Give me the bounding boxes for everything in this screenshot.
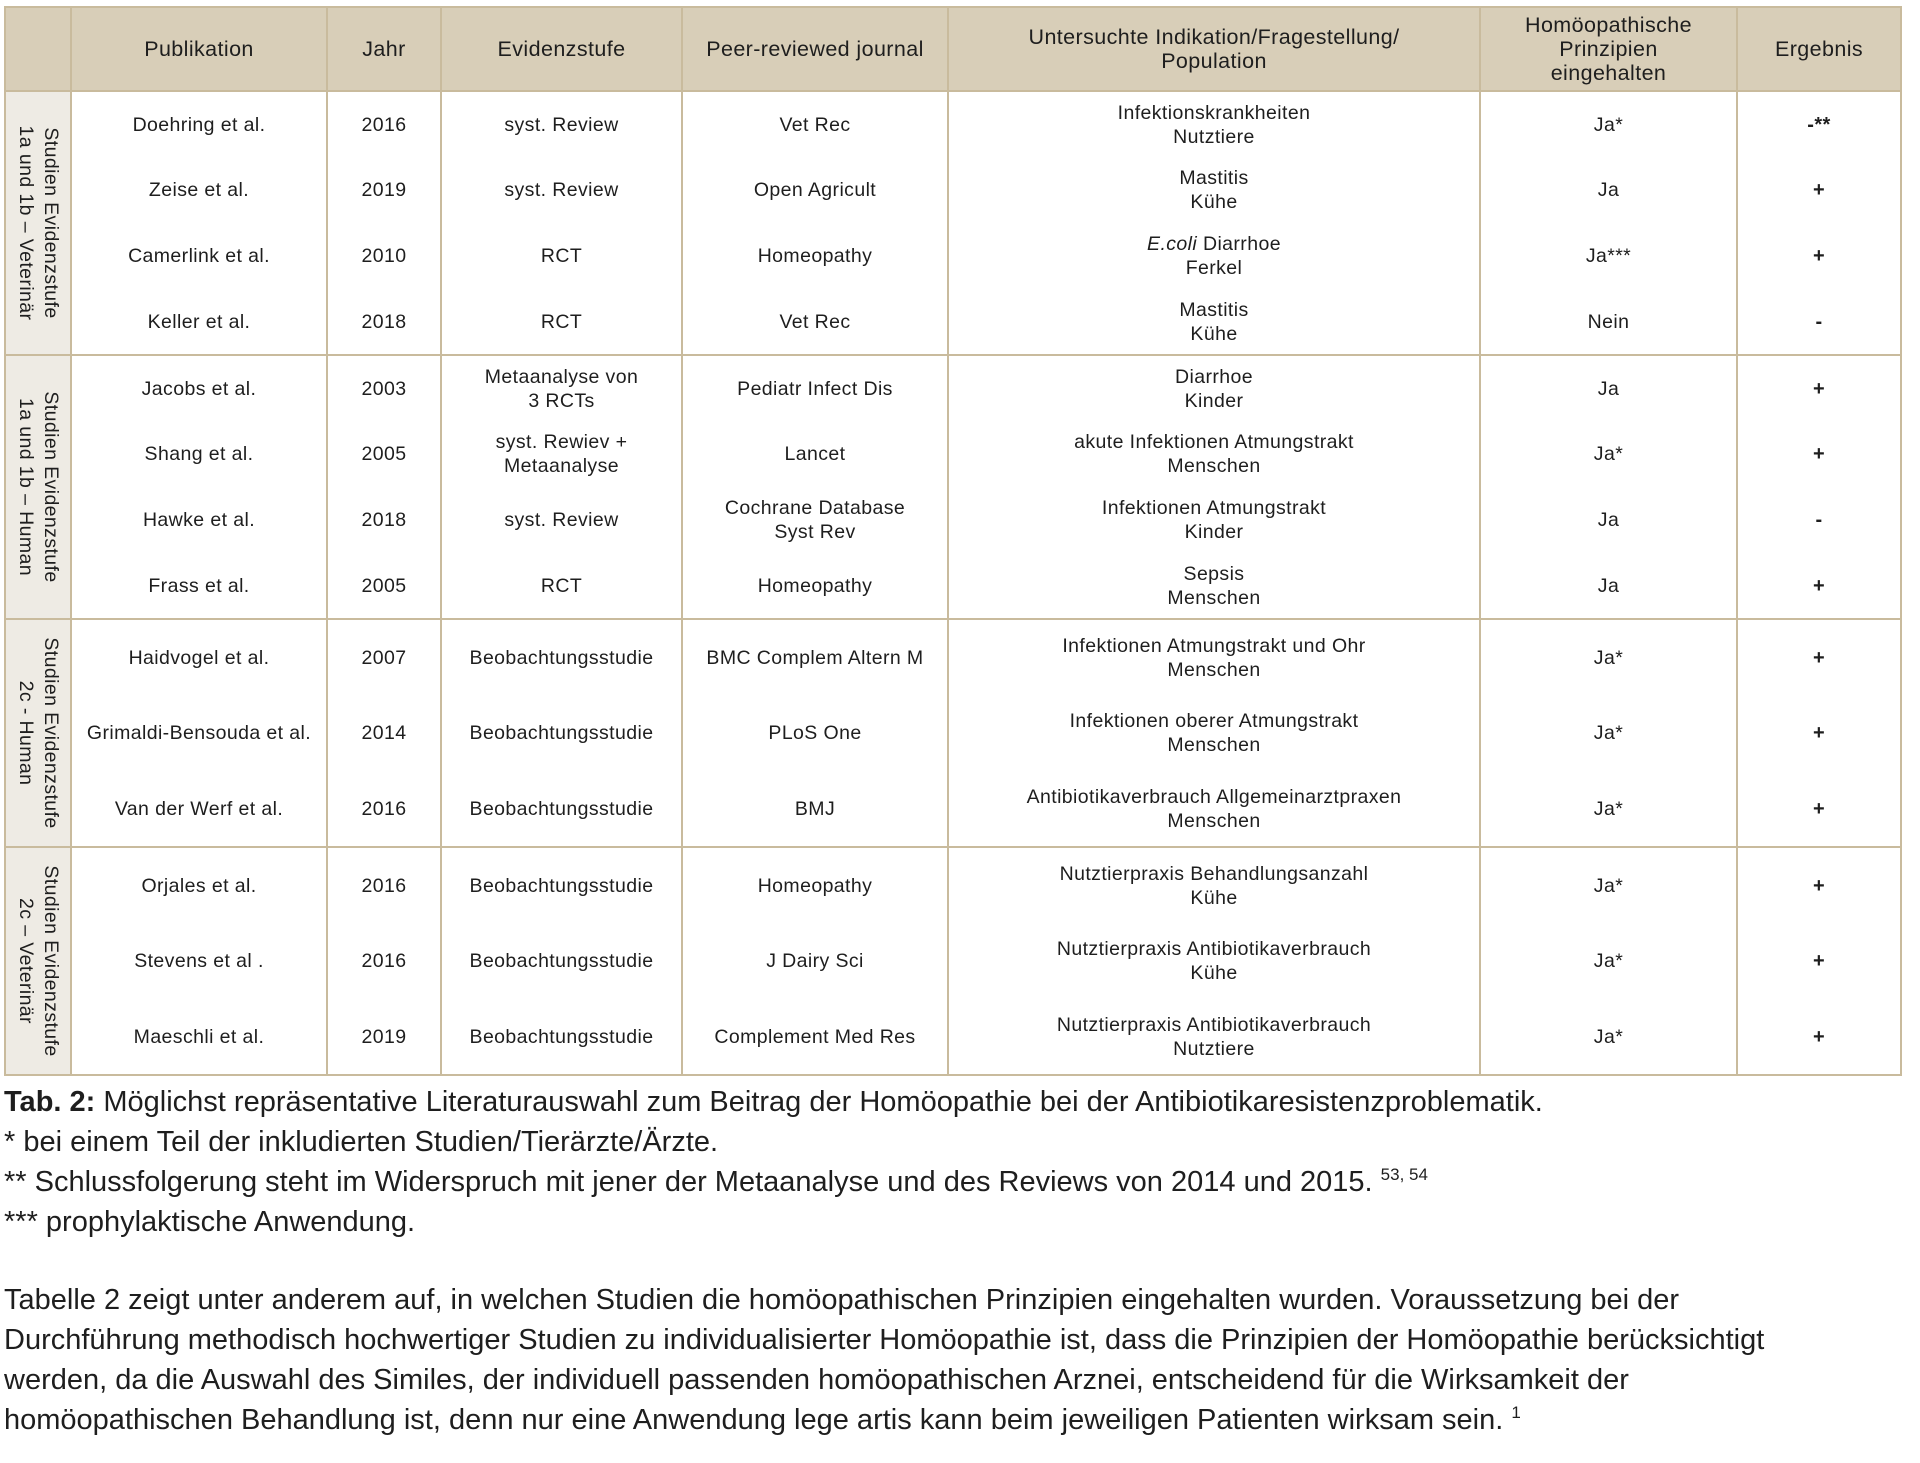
- group-label-line-2: 2c – Veterinär: [15, 898, 37, 1024]
- publikation-text: Maeschli et al.: [133, 1025, 265, 1048]
- indikation-line-2: Menschen: [1167, 809, 1261, 832]
- evidenzstufe-line-1: RCT: [540, 574, 583, 597]
- journal-line-1: Homeopathy: [757, 874, 873, 897]
- cell-jahr: [327, 223, 441, 289]
- cell-publikation: [71, 999, 327, 1075]
- evidenzstufe-line-1: Beobachtungsstudie: [469, 950, 654, 972]
- ergebnis-text: +: [1812, 443, 1826, 465]
- indikation-line-1: [953, 101, 1475, 125]
- ergebnis-text: -: [1815, 310, 1823, 333]
- header-group: [5, 7, 71, 91]
- table-container: [4, 6, 1900, 1076]
- indikation-text-1: Nutztierpraxis Antibiotikaverbrauch: [1056, 1013, 1372, 1036]
- body-paragraph: [4, 1280, 1920, 1440]
- evidenzstufe-line-1: Beobachtungsstudie: [469, 797, 654, 820]
- table-group: [5, 355, 1901, 619]
- cell-jahr: [327, 695, 441, 771]
- prinzipien-text: Nein: [1587, 310, 1630, 333]
- group-label-line-1: Studien Evidenzstufe: [40, 391, 62, 583]
- caption-note-1: * bei einem Teil der inkludierten Studien/Tierärzte/Ärzte.: [4, 1126, 719, 1158]
- journal-line-1: Homeopathy: [757, 245, 873, 267]
- table-row: [5, 553, 1901, 619]
- caption-note-2: ** Schlussfolgerung steht im Widerspruch mit jener der Metaanalyse und des Reviews von 2014 und 2015.: [4, 1166, 1373, 1198]
- indikation-text-1: akute Infektionen Atmungstrakt: [1074, 431, 1354, 453]
- publikation-text: Frass et al.: [148, 574, 250, 597]
- cell-journal: [682, 999, 948, 1075]
- group-label-cell: [5, 847, 71, 1075]
- publikation-text: Orjales et al.: [141, 874, 257, 897]
- table-group: [5, 91, 1901, 355]
- prinzipien-text: Ja*: [1593, 950, 1624, 972]
- cell-jahr: [327, 923, 441, 999]
- cell-journal: [682, 923, 948, 999]
- cell-ergebnis: [1737, 553, 1901, 619]
- indikation-text-1: Antibiotikaverbrauch Allgemeinarztpraxen: [1026, 785, 1402, 808]
- cell-prinzipien: [1480, 923, 1737, 999]
- cell-ergebnis: [1737, 355, 1901, 421]
- cell-prinzipien: [1480, 421, 1737, 487]
- cell-ergebnis: [1737, 771, 1901, 847]
- table-row: [5, 695, 1901, 771]
- cell-journal: [682, 157, 948, 223]
- cell-evidenzstufe: [441, 695, 682, 771]
- cell-indikation: [948, 487, 1480, 553]
- cell-indikation: [948, 999, 1480, 1075]
- cell-journal: [682, 289, 948, 355]
- table-row: [5, 91, 1901, 157]
- cell-evidenzstufe: [441, 553, 682, 619]
- indikation-line-1: [953, 298, 1475, 322]
- cell-ergebnis: [1737, 487, 1901, 553]
- cell-prinzipien: [1480, 289, 1737, 355]
- journal-line-2: Syst Rev: [774, 521, 856, 543]
- publikation-text: Grimaldi-Bensouda et al.: [86, 722, 312, 744]
- literature-table: [4, 6, 1902, 1076]
- table-row: [5, 223, 1901, 289]
- evidenzstufe-line-1: Beobachtungsstudie: [469, 646, 654, 669]
- cell-jahr: [327, 999, 441, 1075]
- header-evidenzstufe: Evidenzstufe: [441, 7, 682, 91]
- table-row: [5, 289, 1901, 355]
- cell-indikation: [948, 695, 1480, 771]
- indikation-line-1: [953, 862, 1475, 886]
- indikation-line-2: Kühe: [1190, 191, 1238, 213]
- ergebnis-text: +: [1812, 1025, 1826, 1048]
- indikation-line-1: [953, 785, 1475, 809]
- ergebnis-text: +: [1812, 874, 1826, 897]
- indikation-text-1: Infektionen oberer Atmungstrakt: [1069, 710, 1359, 732]
- indikation-line-1: [953, 1013, 1475, 1037]
- indikation-line-2: Nutztiere: [1173, 1037, 1255, 1060]
- evidenzstufe-line-2: 3 RCTs: [528, 389, 595, 412]
- table-header: [5, 7, 1901, 91]
- journal-line-1: Complement Med Res: [714, 1025, 916, 1048]
- indikation-text-1: Nutztierpraxis Antibiotikaverbrauch: [1056, 938, 1372, 960]
- evidenzstufe-line-1: Beobachtungsstudie: [469, 722, 654, 744]
- jahr-text: 2019: [361, 1025, 407, 1048]
- indikation-line-2: Kühe: [1190, 886, 1238, 909]
- cell-indikation: [948, 553, 1480, 619]
- group-label: [13, 126, 63, 321]
- prinzipien-text: Ja*: [1593, 874, 1624, 897]
- cell-publikation: [71, 157, 327, 223]
- prinzipien-text: Ja: [1597, 574, 1620, 597]
- ergebnis-text: +: [1812, 646, 1826, 669]
- indikation-line-1: [953, 365, 1475, 389]
- indikation-line-1: [953, 709, 1475, 733]
- journal-line-1: Cochrane Database: [724, 497, 906, 519]
- indikation-line-1: [953, 430, 1475, 454]
- prinzipien-text: Ja*: [1593, 797, 1624, 820]
- cell-jahr: [327, 157, 441, 223]
- header-row: [5, 7, 1901, 91]
- cell-journal: [682, 223, 948, 289]
- cell-ergebnis: [1737, 289, 1901, 355]
- cell-prinzipien: [1480, 355, 1737, 421]
- cell-prinzipien: [1480, 771, 1737, 847]
- cell-journal: [682, 355, 948, 421]
- cell-publikation: [71, 355, 327, 421]
- table-row: [5, 923, 1901, 999]
- ergebnis-text: +: [1812, 797, 1826, 820]
- jahr-text: 2005: [361, 574, 407, 597]
- table-row: [5, 999, 1901, 1075]
- evidenzstufe-line-1: syst. Review: [504, 179, 619, 201]
- cell-publikation: [71, 421, 327, 487]
- group-label-line-2: 1a und 1b – Veterinär: [15, 125, 37, 321]
- cell-prinzipien: [1480, 847, 1737, 923]
- cell-evidenzstufe: [441, 91, 682, 157]
- indikation-text-1: Infektionen Atmungstrakt und Ohr: [1062, 634, 1366, 657]
- cell-evidenzstufe: [441, 355, 682, 421]
- header-publikation: Publikation: [71, 7, 327, 91]
- ergebnis-text: +: [1812, 950, 1826, 972]
- prinzipien-text: Ja***: [1585, 245, 1632, 267]
- cell-publikation: [71, 847, 327, 923]
- indikation-text-1: Diarrhoe: [1175, 365, 1253, 388]
- indikation-line-2: Nutztiere: [1173, 125, 1255, 148]
- paragraph-line-4: homöopathischen Behandlung ist, denn nur eine Anwendung lege artis kann beim jeweiligen Patienten wirksam sein.: [4, 1404, 1504, 1436]
- table-group: [5, 619, 1901, 847]
- evidenzstufe-line-1: RCT: [540, 245, 583, 267]
- publikation-text: Haidvogel et al.: [128, 646, 270, 669]
- cell-indikation: [948, 619, 1480, 695]
- paragraph-line-2: Durchführung methodisch hochwertiger Studien zu individualisierter Homöopathie ist, dass die Prinzipien der Homöopathie berücksichtigt: [4, 1324, 1765, 1356]
- cell-evidenzstufe: [441, 487, 682, 553]
- journal-line-1: Lancet: [784, 443, 846, 465]
- cell-prinzipien: [1480, 223, 1737, 289]
- table-row: [5, 157, 1901, 223]
- cell-evidenzstufe: [441, 157, 682, 223]
- cell-ergebnis: [1737, 91, 1901, 157]
- cell-prinzipien: [1480, 157, 1737, 223]
- journal-line-1: Vet Rec: [779, 310, 851, 333]
- cell-journal: [682, 487, 948, 553]
- cell-jahr: [327, 619, 441, 695]
- evidenzstufe-line-1: Beobachtungsstudie: [469, 1025, 654, 1048]
- indikation-line-1: [953, 634, 1475, 658]
- indikation-line-2: Kinder: [1184, 521, 1244, 543]
- cell-indikation: [948, 223, 1480, 289]
- table-row: [5, 421, 1901, 487]
- jahr-text: 2019: [361, 179, 407, 201]
- cell-ergebnis: [1737, 695, 1901, 771]
- cell-prinzipien: [1480, 487, 1737, 553]
- prinzipien-text: Ja: [1597, 377, 1620, 400]
- cell-journal: [682, 553, 948, 619]
- cell-publikation: [71, 619, 327, 695]
- cell-jahr: [327, 847, 441, 923]
- ergebnis-text: +: [1812, 722, 1826, 744]
- cell-journal: [682, 91, 948, 157]
- cell-prinzipien: [1480, 999, 1737, 1075]
- indikation-text-1: Infektionskrankheiten: [1117, 101, 1311, 124]
- cell-ergebnis: [1737, 999, 1901, 1075]
- cell-publikation: [71, 771, 327, 847]
- cell-indikation: [948, 421, 1480, 487]
- cell-journal: [682, 695, 948, 771]
- ergebnis-text: +: [1812, 245, 1826, 267]
- indikation-line-2: Menschen: [1167, 455, 1261, 477]
- journal-line-1: Open Agricult: [753, 179, 877, 201]
- jahr-text: 2016: [361, 950, 407, 972]
- cell-journal: [682, 421, 948, 487]
- caption-note-2-ref: 53, 54: [1380, 1165, 1428, 1184]
- indikation-text-1: Nutztierpraxis Behandlungsanzahl: [1059, 862, 1369, 885]
- journal-line-1: Vet Rec: [779, 113, 851, 136]
- cell-publikation: [71, 289, 327, 355]
- publikation-text: Van der Werf et al.: [114, 797, 284, 820]
- publikation-text: Stevens et al .: [134, 950, 264, 972]
- table-row: [5, 355, 1901, 421]
- cell-indikation: [948, 771, 1480, 847]
- prinzipien-text: Ja*: [1593, 1025, 1624, 1048]
- evidenzstufe-line-2: Metaanalyse: [504, 455, 619, 477]
- group-label: [13, 865, 63, 1056]
- paragraph-line-1: Tabelle 2 zeigt unter anderem auf, in welchen Studien die homöopathischen Prinzipien eingehalten wurden. Voraussetzung bei der: [4, 1284, 1680, 1316]
- cell-jahr: [327, 91, 441, 157]
- group-label-cell: [5, 91, 71, 355]
- indikation-line-2: Ferkel: [1185, 257, 1243, 279]
- cell-prinzipien: [1480, 619, 1737, 695]
- table-row: [5, 619, 1901, 695]
- cell-journal: [682, 771, 948, 847]
- caption-title-line: [4, 1082, 1914, 1122]
- cell-ergebnis: [1737, 157, 1901, 223]
- cell-publikation: [71, 487, 327, 553]
- indikation-text-1: Sepsis: [1183, 562, 1245, 585]
- cell-indikation: [948, 923, 1480, 999]
- evidenzstufe-line-1: Beobachtungsstudie: [469, 874, 654, 897]
- group-label-line-2: 2c - Human: [15, 680, 37, 786]
- prinzipien-text: Ja*: [1593, 722, 1624, 744]
- evidenzstufe-line-1: syst. Rewiev +: [495, 431, 628, 453]
- cell-evidenzstufe: [441, 771, 682, 847]
- prinzipien-text: Ja*: [1593, 443, 1624, 465]
- journal-line-1: BMJ: [794, 797, 836, 820]
- paragraph-line-4-wrap: [4, 1400, 1920, 1440]
- caption-text: Möglichst repräsentative Literaturauswahl zum Beitrag der Homöopathie bei der Antibiotikaresistenzproblematik.: [95, 1086, 1543, 1118]
- indikation-line-2: Menschen: [1167, 586, 1261, 609]
- table-row: [5, 847, 1901, 923]
- ergebnis-text: -: [1815, 509, 1823, 531]
- cell-ergebnis: [1737, 223, 1901, 289]
- header-jahr: Jahr: [327, 7, 441, 91]
- cell-jahr: [327, 553, 441, 619]
- group-label: [13, 637, 63, 828]
- indikation-text-1: Mastitis: [1179, 298, 1249, 321]
- cell-evidenzstufe: [441, 421, 682, 487]
- journal-line-1: J Dairy Sci: [766, 950, 864, 972]
- jahr-text: 2014: [361, 722, 407, 744]
- group-label-line-1: Studien Evidenzstufe: [40, 865, 62, 1057]
- caption-note-2-line: [4, 1162, 1914, 1202]
- publikation-text: Keller et al.: [147, 310, 251, 333]
- journal-line-1: Homeopathy: [757, 574, 873, 597]
- table-row: [5, 487, 1901, 553]
- group-label-line-2: 1a und 1b – Human: [15, 397, 37, 577]
- publikation-text: Shang et al.: [144, 443, 254, 465]
- cell-prinzipien: [1480, 695, 1737, 771]
- cell-jahr: [327, 355, 441, 421]
- jahr-text: 2018: [361, 310, 407, 333]
- header-indikation: Untersuchte Indikation/Fragestellung/ Population: [948, 7, 1480, 91]
- jahr-text: 2016: [361, 113, 407, 136]
- prinzipien-text: Ja: [1597, 509, 1620, 531]
- indikation-line-1: [953, 166, 1475, 190]
- publikation-text: Camerlink et al.: [128, 245, 270, 267]
- jahr-text: 2018: [361, 509, 407, 531]
- header-ergebnis: Ergebnis: [1737, 7, 1901, 91]
- indikation-line-2: Kühe: [1190, 322, 1238, 345]
- cell-evidenzstufe: [441, 999, 682, 1075]
- indikation-line-1: [953, 562, 1475, 586]
- group-label: [13, 391, 63, 582]
- indikation-text-1: Infektionen Atmungstrakt: [1101, 497, 1327, 519]
- indikation-text-1: Mastitis: [1179, 167, 1249, 189]
- evidenzstufe-line-1: Metaanalyse von: [484, 365, 639, 388]
- jahr-text: 2007: [361, 646, 407, 669]
- indikation-emphasis: E.coli: [1147, 233, 1198, 255]
- cell-journal: [682, 619, 948, 695]
- cell-indikation: [948, 289, 1480, 355]
- cell-evidenzstufe: [441, 619, 682, 695]
- header-prinzipien: Homöopathische Prinzipien eingehalten: [1480, 7, 1737, 91]
- cell-ergebnis: [1737, 619, 1901, 695]
- evidenzstufe-line-1: RCT: [540, 310, 583, 333]
- publikation-text: Jacobs et al.: [141, 377, 257, 400]
- cell-publikation: [71, 553, 327, 619]
- cell-publikation: [71, 923, 327, 999]
- jahr-text: 2016: [361, 874, 407, 897]
- group-label-cell: [5, 355, 71, 619]
- group-label-cell: [5, 619, 71, 847]
- group-label-line-1: Studien Evidenzstufe: [40, 127, 62, 319]
- cell-jahr: [327, 487, 441, 553]
- cell-evidenzstufe: [441, 847, 682, 923]
- cell-publikation: [71, 91, 327, 157]
- cell-evidenzstufe: [441, 223, 682, 289]
- cell-evidenzstufe: [441, 289, 682, 355]
- cell-prinzipien: [1480, 553, 1737, 619]
- header-journal: Peer-reviewed journal: [682, 7, 948, 91]
- paragraph-ref: 1: [1511, 1403, 1521, 1422]
- publikation-text: Hawke et al.: [142, 509, 256, 531]
- cell-publikation: [71, 695, 327, 771]
- ergebnis-text: +: [1812, 377, 1826, 400]
- journal-line-1: PLoS One: [768, 722, 862, 744]
- table-caption: [4, 1082, 1914, 1242]
- cell-indikation: [948, 847, 1480, 923]
- caption-label: Tab. 2:: [4, 1086, 96, 1118]
- ergebnis-text: -**: [1807, 113, 1831, 136]
- indikation-line-2: Kühe: [1190, 962, 1238, 984]
- cell-evidenzstufe: [441, 923, 682, 999]
- evidenzstufe-line-1: syst. Review: [504, 509, 619, 531]
- cell-ergebnis: [1737, 847, 1901, 923]
- indikation-line-2: Menschen: [1167, 658, 1261, 681]
- prinzipien-text: Ja: [1597, 179, 1620, 201]
- cell-prinzipien: [1480, 91, 1737, 157]
- jahr-text: 2003: [361, 377, 407, 400]
- cell-indikation: [948, 157, 1480, 223]
- paragraph-line-3: werden, da die Auswahl des Similes, der individuell passenden homöopathischen Arznei, entscheidend für die Wirksamkeit der: [4, 1364, 1629, 1396]
- cell-ergebnis: [1737, 421, 1901, 487]
- evidenzstufe-line-1: syst. Review: [504, 113, 619, 136]
- indikation-line-2: Kinder: [1184, 389, 1244, 412]
- cell-indikation: [948, 91, 1480, 157]
- jahr-text: 2016: [361, 797, 407, 820]
- cell-publikation: [71, 223, 327, 289]
- cell-ergebnis: [1737, 923, 1901, 999]
- cell-jahr: [327, 771, 441, 847]
- prinzipien-text: Ja*: [1593, 646, 1624, 669]
- indikation-line-2: Menschen: [1167, 734, 1261, 756]
- publikation-text: Zeise et al.: [148, 179, 250, 201]
- caption-note-3: *** prophylaktische Anwendung.: [4, 1206, 416, 1238]
- jahr-text: 2010: [361, 245, 407, 267]
- jahr-text: 2005: [361, 443, 407, 465]
- cell-indikation: [948, 355, 1480, 421]
- prinzipien-text: Ja*: [1593, 113, 1624, 136]
- table-group: [5, 847, 1901, 1075]
- indikation-line-1: [953, 937, 1475, 961]
- indikation-line-1: [953, 496, 1475, 520]
- cell-jahr: [327, 289, 441, 355]
- ergebnis-text: +: [1812, 574, 1826, 597]
- group-label-line-1: Studien Evidenzstufe: [40, 637, 62, 829]
- table-row: [5, 771, 1901, 847]
- cell-journal: [682, 847, 948, 923]
- indikation-text-1: Diarrhoe: [1197, 233, 1281, 255]
- ergebnis-text: +: [1812, 179, 1826, 201]
- journal-line-1: BMC Complem Altern M: [706, 646, 924, 669]
- publikation-text: Doehring et al.: [132, 113, 266, 136]
- cell-jahr: [327, 421, 441, 487]
- journal-line-1: Pediatr Infect Dis: [737, 377, 893, 400]
- indikation-line-1: [953, 232, 1475, 256]
